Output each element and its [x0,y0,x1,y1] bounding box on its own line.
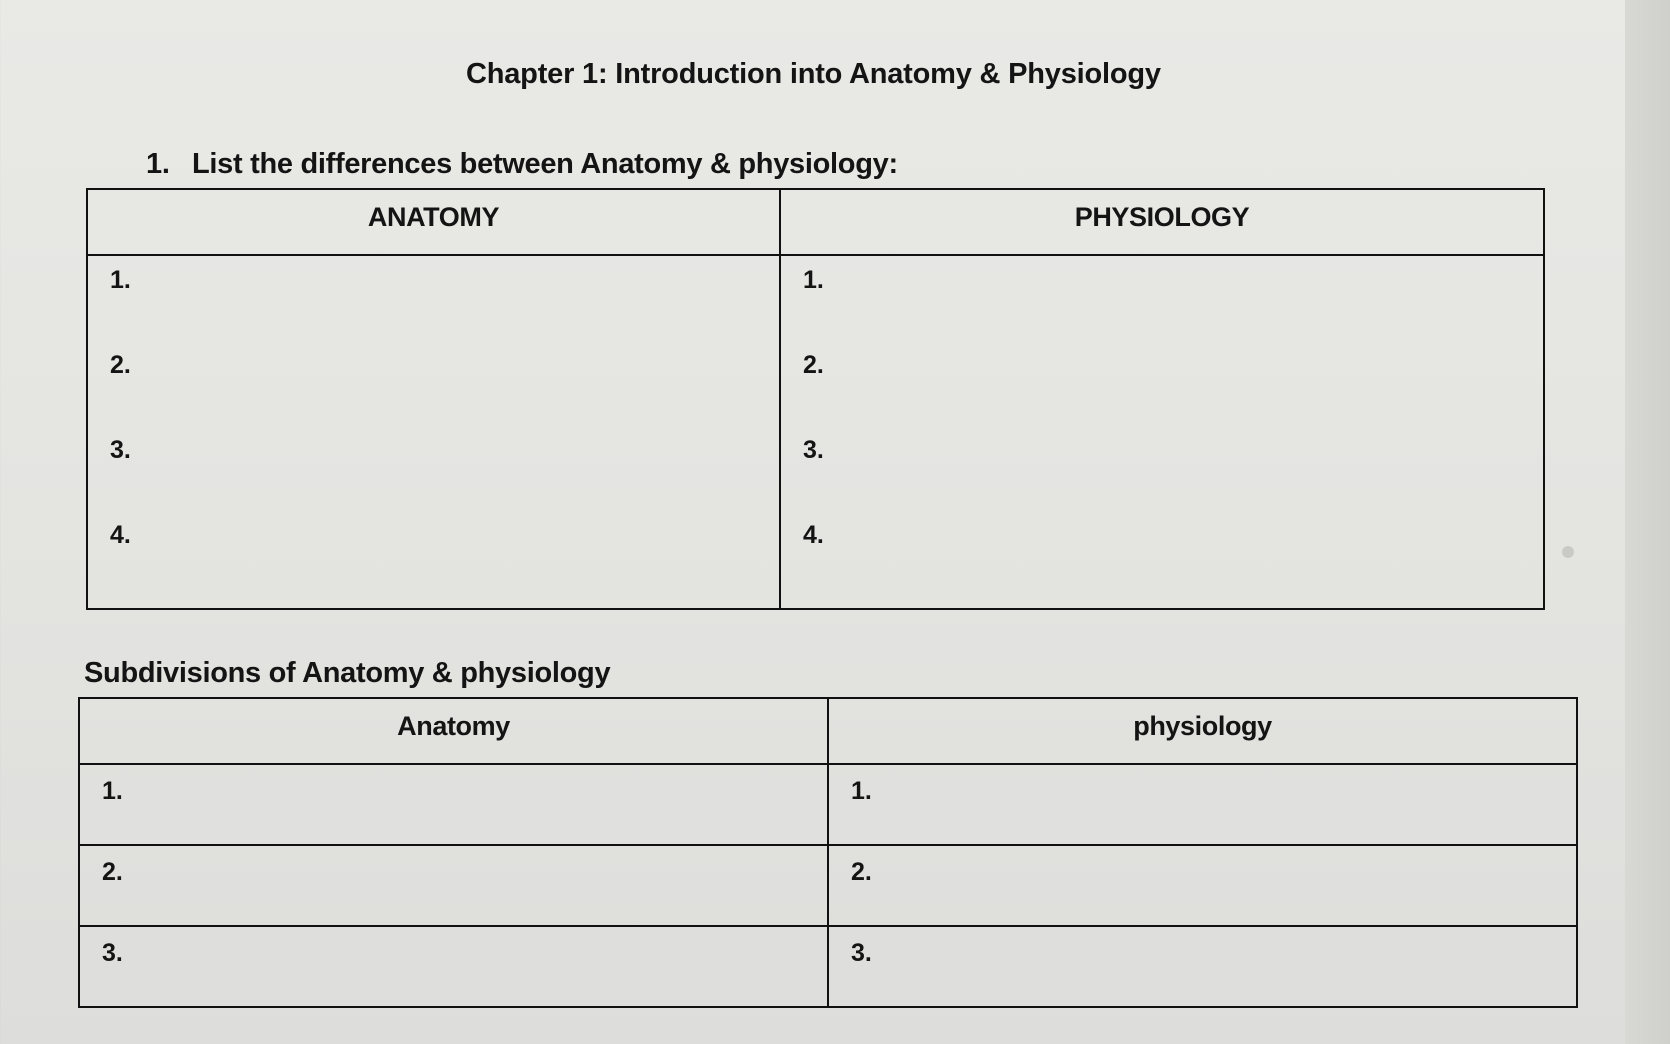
physiology-item-3: 3. [803,436,824,464]
subdivision-anatomy-number-3: 3. [102,939,123,967]
subdivisions-heading: Subdivisions of Anatomy & physiology [84,657,611,689]
subdivision-physiology-cell-3[interactable] [828,926,1577,1007]
subdivision-physiology-cell-1[interactable] [828,764,1577,845]
subdivisions-header-row [79,698,1577,764]
table-row [79,764,1577,845]
table-row [79,845,1577,926]
question-1-text: List the differences between Anatomy & physiology: [192,148,898,180]
question-1 [146,148,898,181]
anatomy-item-3: 3. [110,436,131,464]
physiology-column-header: PHYSIOLOGY [780,189,1544,255]
differences-table [86,188,1545,610]
subdivision-anatomy-number-2: 2. [102,858,123,886]
subdivision-anatomy-cell-1[interactable] [79,764,828,845]
anatomy-column-header: ANATOMY [87,189,780,255]
page-edge [1625,0,1670,1044]
subdivision-anatomy-cell-3[interactable] [79,926,828,1007]
physiology-item-2: 2. [803,351,824,379]
anatomy-item-1: 1. [110,266,131,294]
anatomy-item-2: 2. [110,351,131,379]
differences-body-row [87,255,1544,609]
physiology-differences-cell[interactable] [780,255,1544,609]
page-title: Chapter 1: Introduction into Anatomy & Physiology [466,58,1161,90]
subdivisions-anatomy-header: Anatomy [79,698,828,764]
subdivision-anatomy-cell-2[interactable] [79,845,828,926]
subdivision-anatomy-number-1: 1. [102,777,123,805]
anatomy-differences-cell[interactable] [87,255,780,609]
differences-header-row [87,189,1544,255]
subdivision-physiology-number-1: 1. [851,777,872,805]
physiology-item-4: 4. [803,521,824,549]
subdivision-physiology-cell-2[interactable] [828,845,1577,926]
question-1-number: 1. [146,148,170,180]
subdivisions-table [78,697,1578,1008]
subdivisions-physiology-header: physiology [828,698,1577,764]
table-row [79,926,1577,1007]
subdivision-physiology-number-3: 3. [851,939,872,967]
anatomy-item-4: 4. [110,521,131,549]
physiology-item-1: 1. [803,266,824,294]
paper-speck [1562,546,1574,558]
subdivision-physiology-number-2: 2. [851,858,872,886]
